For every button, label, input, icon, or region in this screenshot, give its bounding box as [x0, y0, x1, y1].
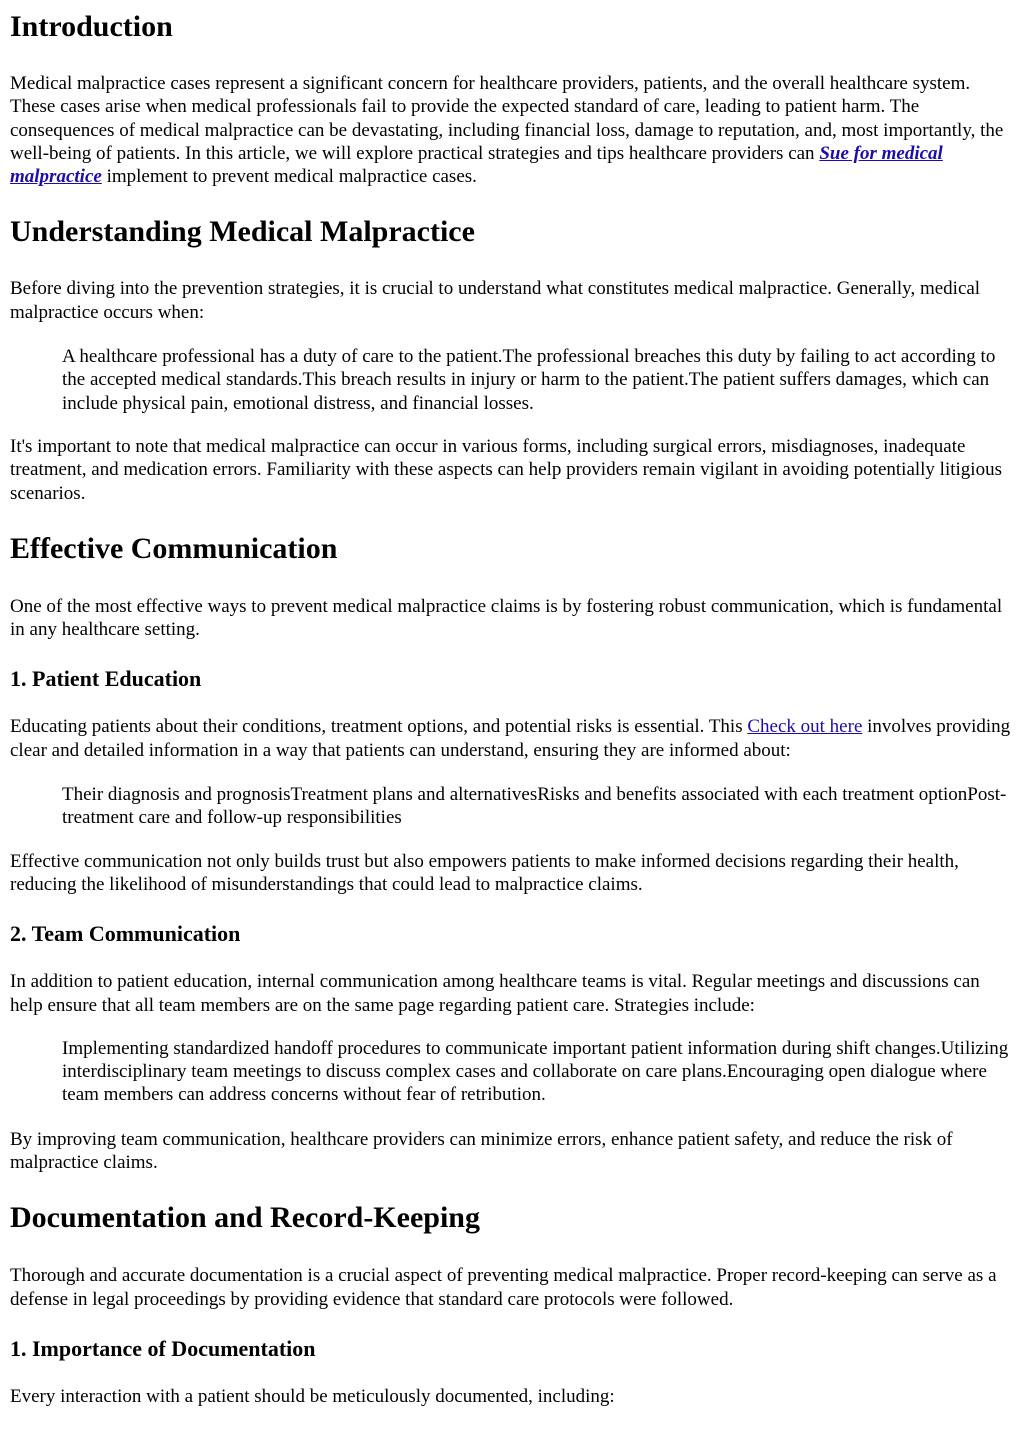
- patient-education-text-start: Educating patients about their conditions, treatment options, and potential risks is essential. This: [10, 716, 748, 738]
- sue-for-malpractice-link[interactable]: Sue for medical malpractice: [10, 142, 943, 188]
- communication-paragraph: One of the most effective ways to prevent medical malpractice claims is by fostering robust communication, which is fundamental in any healthcare setting.: [10, 595, 1003, 641]
- subheading-team-communication: 2. Team Communication: [10, 921, 241, 947]
- article: [0, 9, 1024, 1408]
- subheading-patient-education: 1. Patient Education: [10, 666, 202, 692]
- team-communication-result-paragraph: By improving team communication, healthcare providers can minimize errors, enhance patient safety, and reduce the risk of malpractice claims.: [10, 1128, 953, 1174]
- importance-paragraph: Every interaction with a patient should be meticulously documented, including:: [10, 1385, 615, 1407]
- effective-communication-paragraph: Effective communication not only builds trust but also empowers patients to make informed decisions regarding their health, reducing the likelihood of misunderstandings that could lead to malpractice claims.: [10, 850, 959, 895]
- subheading-importance-of-documentation: 1. Importance of Documentation: [10, 1335, 316, 1361]
- documentation-paragraph: Thorough and accurate documentation is a crucial aspect of preventing medical malpractice. Proper record-keeping can serve as a defense in legal proceedings by providing evidence that standard care protocols were followed.: [10, 1265, 997, 1310]
- section-heading-introduction: Introduction: [10, 10, 173, 43]
- understanding-paragraph: Before diving into the prevention strategies, it is crucial to understand what constitutes medical malpractice. Generally, medical malpractice occurs when:: [10, 278, 981, 323]
- patient-education-text-end: involves providing clear and detailed information in a way that patients can understand, ensuring they are informed about:: [10, 716, 1011, 761]
- malpractice-forms-paragraph: It's important to note that medical malpractice can occur in various forms, including surgical errors, misdiagnoses, inadequate treatment, and medication errors. Familiarity with these aspects can help providers remain vigilant in avoiding potentially litigious scenarios.: [10, 435, 1002, 504]
- malpractice-conditions-quote: A healthcare professional has a duty of care to the patient.The professional breaches this duty by failing to act according to the accepted medical standards.This breach results in injury or harm to the patient.The patient suffers damages, which can include physical pain, emotional distress, and financial losses.: [62, 346, 996, 414]
- intro-text-start: Medical malpractice cases represent a significant concern for healthcare providers, patients, and the overall healthcare system. These cases arise when medical professionals fail to provide the expected standard of care, leading to patient harm. The consequences of medical malpractice can be devastating, including financial loss, damage to reputation, and, most importantly, the well-being of patients. In this article, we will explore practical strategies and tips healthcare providers can: [10, 73, 1004, 164]
- check-out-here-link[interactable]: Check out here: [747, 716, 863, 738]
- intro-paragraph: [10, 72, 1014, 188]
- patient-education-paragraph: [10, 715, 1014, 762]
- section-heading-understanding: Understanding Medical Malpractice: [10, 215, 475, 249]
- team-communication-paragraph: In addition to patient education, internal communication among healthcare teams is vital. Regular meetings and discussions can help ensure that all team members are on the same page regarding patient care. Strategies include:: [10, 971, 980, 1016]
- section-heading-communication: Effective Communication: [10, 531, 338, 565]
- section-heading-documentation: Documentation and Record-Keeping: [10, 1201, 480, 1235]
- team-strategies-quote: Implementing standardized handoff procedures to communicate important patient information during shift changes.Utilizing interdisciplinary team meetings to discuss complex cases and collaborate on care plans.Encouraging open dialogue where team members can address concerns without fear of retribution.: [62, 1037, 1009, 1106]
- intro-text-end: implement to prevent medical malpractice cases.: [101, 166, 477, 188]
- patient-information-quote: Their diagnosis and prognosisTreatment plans and alternativesRisks and benefits associated with each treatment optionPost-treatment care and follow-up responsibilities: [62, 784, 1007, 829]
